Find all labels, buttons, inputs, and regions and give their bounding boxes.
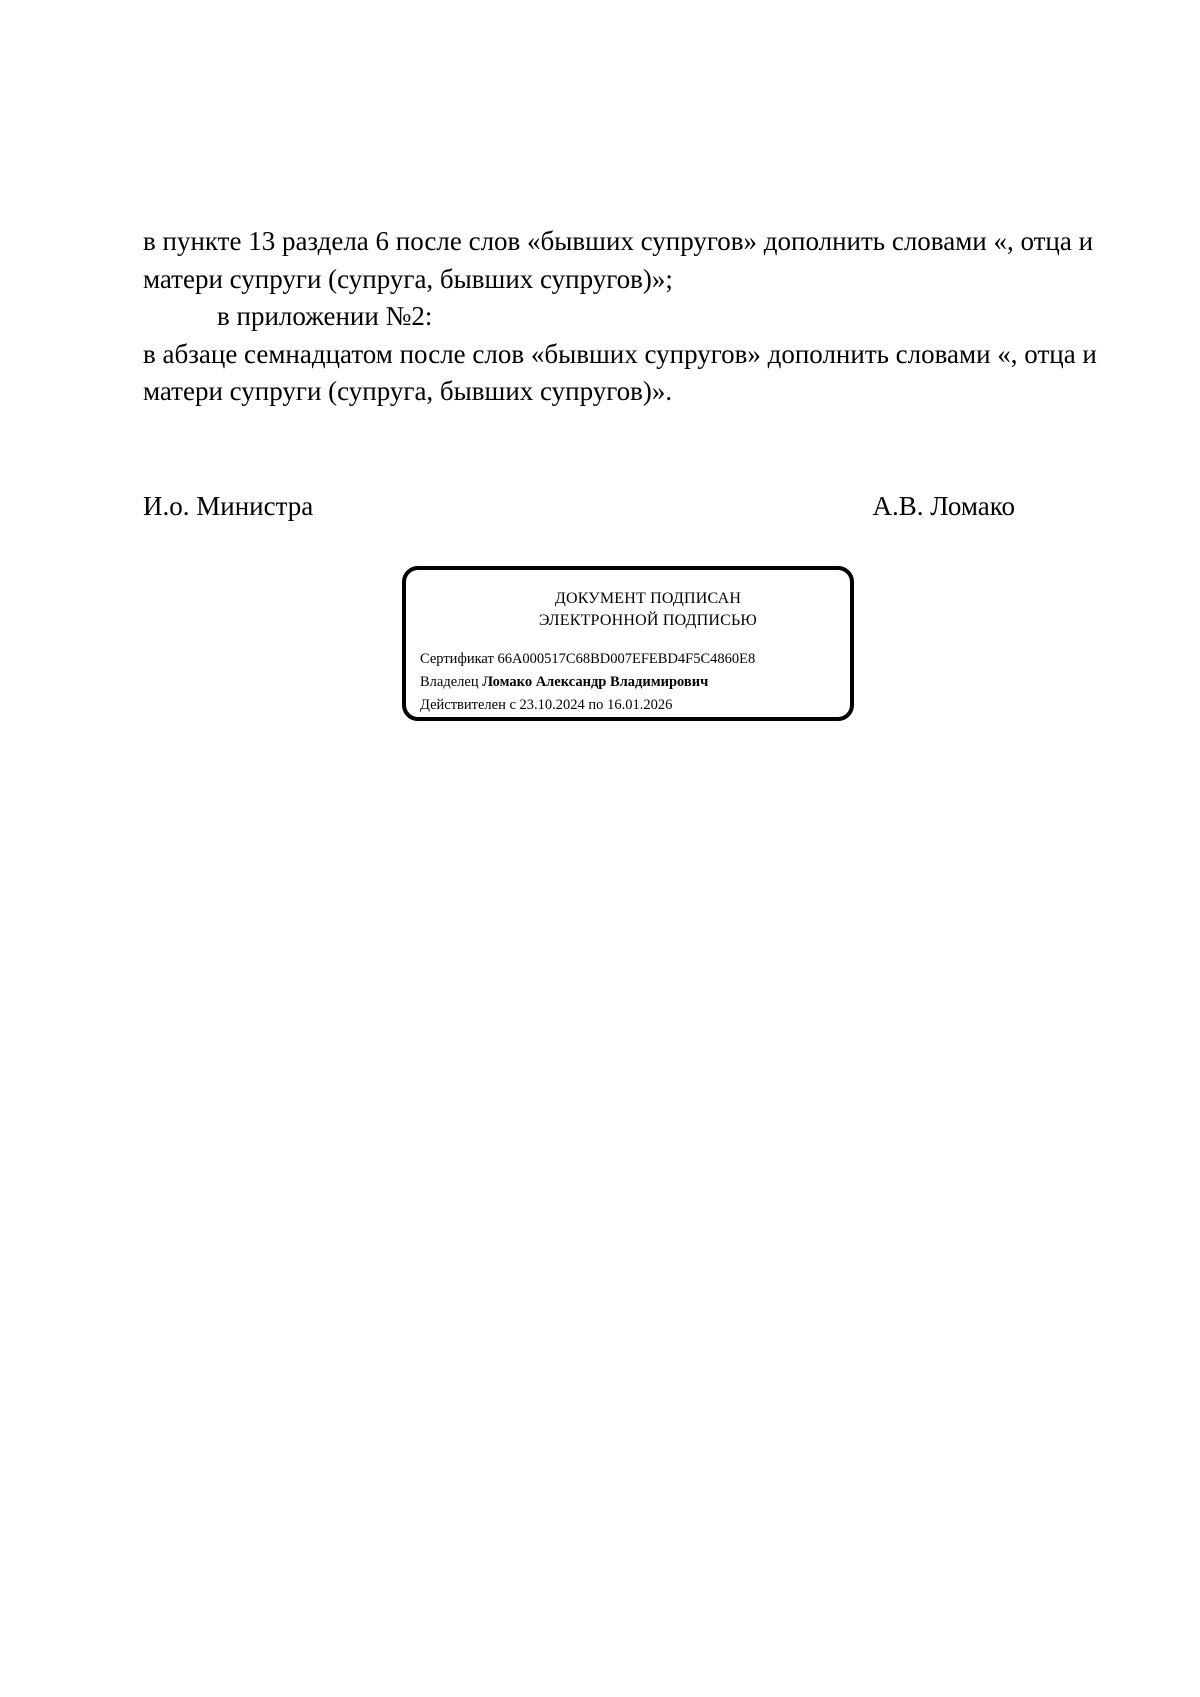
owner-value: Ломако Александр Владимирович (482, 674, 709, 690)
stamp-heading-line1: ДОКУМЕНТ ПОДПИСАН (554, 590, 742, 607)
electronic-signature-stamp (402, 566, 854, 721)
valid-from: 23.10.2024 (519, 697, 585, 713)
stamp-validity-line (420, 694, 755, 717)
validity-prefix: Действителен с (420, 697, 516, 713)
stamp-certificate-line (420, 648, 755, 671)
certificate-label: Сертификат (420, 651, 494, 667)
certificate-value: 66A000517C68BD007EFEBD4F5C4860E8 (497, 651, 756, 667)
owner-label: Владелец (420, 674, 479, 690)
paragraph-punkt-13: в пункте 13 раздела 6 после слов «бывших супругов» дополнить словами «, отца и матери супруги (супруга, бывших супругов)»; (143, 226, 1094, 294)
paragraph-abzac-17: в абзаце семнадцатом после слов «бывших супругов» дополнить словами «, отца и матери супруги (супруга, бывших супругов)». (143, 338, 1097, 406)
stamp-heading (406, 588, 850, 632)
paragraph-prilozhenie-2: в приложении №2: (217, 301, 433, 331)
valid-to: 16.01.2026 (607, 697, 673, 713)
stamp-owner-line (420, 671, 755, 694)
document-body (143, 223, 1123, 411)
validity-mid: по (588, 697, 604, 713)
stamp-details (420, 648, 755, 717)
stamp-heading-line2: ЭЛЕКТРОННОЙ ПОДПИСЬЮ (538, 612, 758, 629)
signatory-position: И.о. Министра (143, 491, 314, 521)
signatory-name: А.В. Ломако (872, 491, 1015, 521)
